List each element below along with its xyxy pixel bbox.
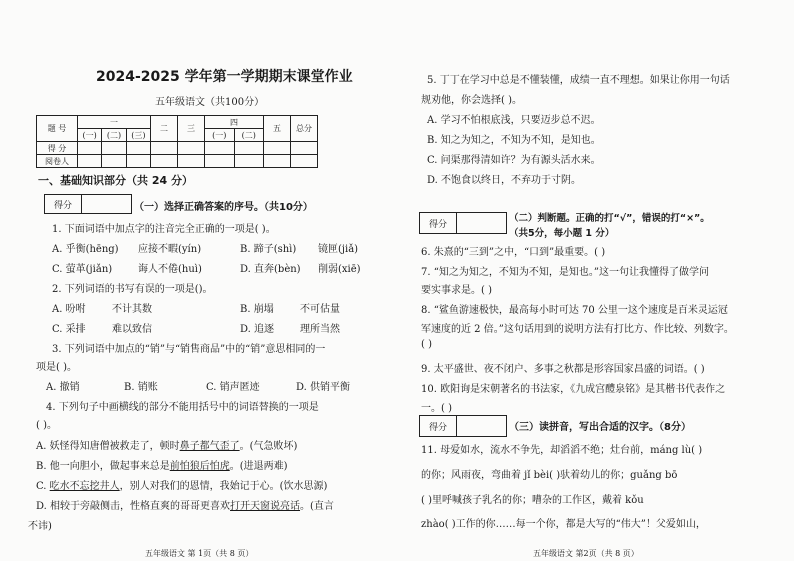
q3-option-a: A. 撤销 [46,382,80,393]
score-row-label: 得 分 [37,142,78,155]
q1-option-c: C. 萤革(jiǎn) [52,264,113,275]
q4-option-d-post: 。(直言 [300,501,334,512]
q10: 10. 欧阳询是宋朝著名的书法家，《九成宫醴泉铭》是其楷书代表作之 [421,384,726,395]
q4-option-a [36,437,297,452]
grader-cell[interactable] [178,155,205,168]
right-page [397,0,794,561]
score-cell[interactable] [205,142,235,155]
q6: 6. 朱熹的“三到”之中，“口到”最重要。( ) [421,247,606,258]
q2-option-b-word: 不可估量 [300,304,340,315]
q4-option-d-underlined: 打开天窗说亮话 [230,501,301,512]
score-box-value[interactable] [457,213,506,233]
q3-option-d: D. 供销平衡 [296,382,351,393]
score-cell[interactable] [178,142,205,155]
q5-stem: 5. 丁丁在学习中总是不懂装懂，成绩一直不理想。如果让你用一句话 [427,75,730,86]
score-table-header-cell: 总分 [291,116,318,142]
q1-option-d: D. 直奔(bèn) [240,264,301,275]
grader-cell[interactable] [126,155,150,168]
q1-option-a: A. 乎衡(hēng) [52,244,119,255]
q4-stem-cont: ( )。 [36,420,57,431]
part1-title: （一）选择正确答案的序号。（共10分） [134,202,313,213]
grader-cell[interactable] [264,155,291,168]
q11-cont-3: zhào( )工作的你……每一个你，都是大写的“伟大”！父爱如山， [421,519,706,530]
q4-option-a-underlined: 鼻子都气歪了 [179,441,240,452]
q1-option-d-word: 削弱(xiē) [318,264,361,275]
grader-cell[interactable] [205,155,235,168]
q4-option-c-underlined: 吃水不忘挖井人 [49,481,120,492]
score-cell[interactable] [102,142,126,155]
grader-cell[interactable] [151,155,178,168]
q5-stem-cont: 规劝他，你会选择( )。 [421,95,522,106]
score-table-sub-cell: (一) [78,129,102,142]
q8: 8. “鲨鱼游速极快，最高每小时可达 70 公里一这个速度是百米灵运冠 [421,305,728,316]
q4-option-b-underlined: 前怕狼后怕虎 [169,461,230,472]
q1-option-c-word: 诲人不倦(huì) [138,264,202,275]
q1-option-b: B. 蹄子(shì) [240,244,297,255]
q11-cont-2: ( )里呼喊孩子乳名的你；嘈杂的工作区，戴着 kǒu [421,495,644,506]
q7: 7. “知之为知之，不知为不知，是知也。”这一句让我懂得了做学问 [421,267,709,278]
score-table [36,115,318,168]
q10-cont: 一。( ) [421,403,452,414]
q3-option-b: B. 销账 [124,382,158,393]
score-table-header-cell: 三 [178,116,205,142]
q5-option-a: A. 学习不怕根底浅，只要迈步总不迟。 [427,115,601,126]
q2-option-d: D. 追逐 [240,324,275,335]
score-cell[interactable] [234,142,264,155]
q4-option-c-post: ，别人对我们的恩情，我始记于心。(饮水思源) [119,481,328,492]
score-table-sub-cell: (二) [234,129,264,142]
page-footer: 五年级语文 第2页（共 8 页） [533,549,639,558]
q4-option-c [36,477,327,492]
score-box-label: 得分 [420,213,457,233]
score-cell[interactable] [78,142,102,155]
score-cell[interactable] [291,142,318,155]
q2-option-c-word: 难以致信 [112,324,152,335]
part2-subtitle: （共5分，每小题 1 分） [509,228,615,239]
q7-cont: 要实事求是。( ) [421,285,492,296]
grader-cell[interactable] [291,155,318,168]
q9: 9. 太平盛世、夜不闭户、多事之秋都是形容国家昌盛的词语。( ) [421,364,705,375]
score-cell[interactable] [126,142,150,155]
score-table-header-cell: 题 号 [37,116,78,142]
q3-stem-cont: 项是( )。 [36,362,77,373]
score-box [44,194,132,214]
score-box-label: 得分 [45,195,82,213]
score-table-header-cell: 四 [205,116,264,129]
score-box-value[interactable] [82,195,131,213]
exam-title: 2024-2025 学年第一学期期末课堂作业 [96,69,353,85]
q4-option-a-post: 。(气急败坏) [239,441,298,452]
q11: 11. 母爱如水，流水不争先，却滔滔不绝；灶台前，máng lù( ) [421,445,703,456]
q1-option-b-word: 镜匣(jiǎ) [318,244,359,255]
q2-option-d-word: 理所当然 [300,324,340,335]
score-box [419,212,507,234]
q8-cont: 军速度的近 2 倍。”这句话用到的说明方法有打比方、作比较、列数字。 [421,324,734,335]
q3-option-c: C. 销声匿迹 [206,382,260,393]
score-box-value[interactable] [457,416,506,436]
score-table-header-cell: 二 [151,116,178,142]
q5-option-b: B. 知之为知之，不知为不知，是知也。 [427,135,601,146]
q1-stem: 1. 下面词语中加点字的注音完全正确的一项是( )。 [52,224,276,235]
grader-cell[interactable] [78,155,102,168]
score-cell[interactable] [264,142,291,155]
q2-option-a: A. 吩咐 [52,304,86,315]
q2-stem: 2. 下列词语的书写有误的一项是()。 [52,284,213,295]
q4-option-d-pre: D. 相较于旁敲侧击，性格直爽的哥哥更喜欢 [36,501,231,512]
q2-option-a-word: 不计其数 [112,304,152,315]
score-cell[interactable] [151,142,178,155]
page-footer: 五年级语文 第 1页（共 8 页） [145,549,254,558]
q4-option-b-pre: B. 他一向胆小，做起事来总是 [36,461,170,472]
q4-option-d [36,497,334,512]
q2-option-c: C. 采排 [52,324,86,335]
q5-option-d: D. 不饱食以终日，不弃功于寸阴。 [427,175,582,186]
q11-cont: 的你；风雨夜，弯曲着 jǐ bèi( )驮着幼儿的你；guǎng bō [421,470,678,481]
q4-stem: 4. 下列句子中画横线的部分不能用括号中的词语替换的一项是 [46,402,319,413]
q2-option-b: B. 崩塌 [240,304,274,315]
part2-title: （二）判断题。正确的打“√”，错误的打“×”。 [509,213,710,224]
q4-option-b-post: 。(进退两难) [229,461,288,472]
score-box-label: 得分 [420,416,457,436]
grader-cell[interactable] [234,155,264,168]
q4-option-a-pre: A. 妖怪得知唐僧被救走了，顿时 [36,441,180,452]
score-box [419,415,507,437]
part3-title: （三）读拼音，写出合适的汉字。（8分） [509,422,691,433]
grader-cell[interactable] [102,155,126,168]
score-table-sub-cell: (二) [102,129,126,142]
q5-option-c: C. 问渠那得清如许？为有源头活水来。 [427,155,601,166]
section1-title: 一、基础知识部分（共 24 分） [38,174,193,187]
q4-option-c-pre: C. [36,481,50,492]
score-table-sub-cell: (一) [205,129,235,142]
q3-stem: 3. 下列词语中加点的“销”与“销售商品”中的“销”意思相同的一 [52,344,326,355]
exam-subtitle: 五年级语文（共100分） [155,97,265,108]
score-table-header-cell: 五 [264,116,291,142]
score-table-sub-cell: (三) [126,129,150,142]
q4-option-b [36,457,288,472]
q1-option-a-word: 应接不暇(yín) [138,244,202,255]
score-table-header-cell: 一 [78,116,151,129]
q4-option-d-cont: 不讳) [28,521,52,532]
q8-cont-2: ( ) [421,339,432,350]
grader-row-label: 阅卷人 [37,155,78,168]
